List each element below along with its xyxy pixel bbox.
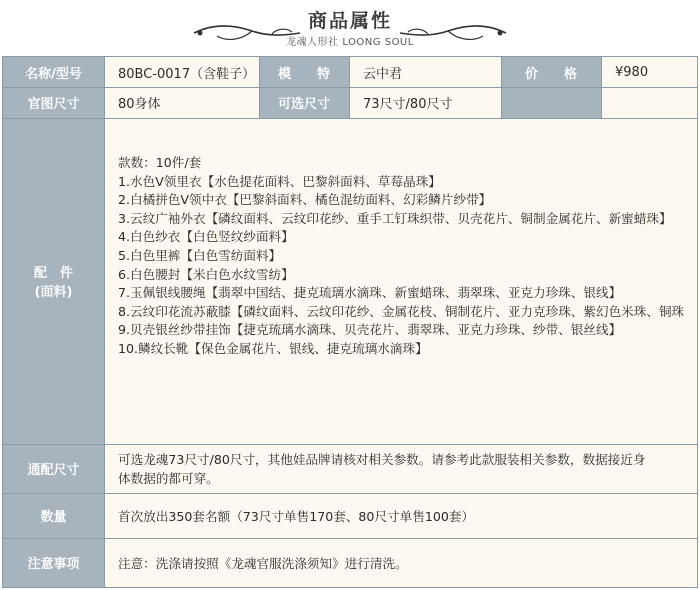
list-item: 7.玉佩银线腰绳【翡翠中国结、捷克琉璃水滴珠、新蜜蜡珠、翡翠珠、亚克力珍珠、银线】: [118, 285, 622, 301]
divider: [104, 57, 105, 587]
divider: [3, 538, 697, 539]
official-size-label: 官图尺寸: [3, 87, 104, 118]
divider: [3, 87, 697, 88]
notes-label: 注意事项: [3, 538, 104, 587]
quantity-label: 数量: [3, 493, 104, 538]
page-subtitle: 龙魂人形社 LOONG SOUL: [286, 37, 414, 48]
model-label: 模 特: [259, 57, 349, 87]
fit-size-value: [104, 444, 697, 493]
product-attributes-table: [2, 56, 698, 588]
list-item: 2.白橘拼色V领中衣【巴黎斜面料、橘色混纺面料、幻彩鳞片纱带】: [118, 192, 492, 208]
list-item: 4.白色纱衣【白色竖纹纱面料】: [118, 229, 294, 245]
list-item: 6.白色腰封【米白色水纹雪纺】: [118, 266, 294, 282]
price-label: 价 格: [501, 57, 601, 87]
notes-value: 注意：洗涤请按照《龙魂官服洗涤须知》进行清洗。: [104, 538, 697, 587]
page-title: 商品属性: [307, 10, 392, 32]
name-value: 80BC-0017（含鞋子）: [104, 57, 259, 87]
list-item: 1.水色V领里衣【水色提花面料、巴黎斜面料、草莓晶珠】: [118, 173, 441, 189]
model-value: 云中君: [349, 57, 501, 87]
parts-list: [104, 118, 697, 444]
parts-label: [3, 118, 104, 444]
divider: [501, 57, 502, 118]
right-ornament-icon: [398, 22, 508, 44]
header: [0, 0, 700, 58]
optional-size-value: 73尺寸/80尺寸: [349, 87, 501, 118]
name-label: 名称/型号: [3, 57, 104, 87]
empty-value-cell: [601, 87, 697, 118]
quantity-value: 首次放出350套名额（73尺寸单售170套、80尺寸单售100套）: [104, 493, 697, 538]
empty-cell: [501, 87, 601, 118]
fit-size-line2: 体数据的都可穿。: [118, 470, 219, 486]
divider: [601, 57, 602, 118]
divider: [349, 57, 350, 118]
list-item: 8.云纹印花流苏蔽膝【磷纹面料、云纹印花纱、金属花枝、铜制花片、亚力克珍珠、紫幻色米珠、铜珠: [118, 303, 685, 319]
fit-size-label: 通配尺寸: [3, 444, 104, 493]
list-item: 10.鳞纹长靴【保色金属花片、银线、捷克琉璃水滴珠】: [118, 340, 428, 356]
divider: [3, 118, 697, 119]
fit-size-line1: 可选龙魂73尺寸/80尺寸，其他娃品牌请核对相关参数。请参考此款服装相关参数，数据接近身: [118, 451, 646, 467]
parts-label-line1: 配 件: [33, 266, 73, 281]
list-item: 9.贝壳银丝纱带挂饰【捷克琉璃水滴珠、贝壳花片、翡翠珠、亚克力珍珠、纱带、银丝线】: [118, 322, 622, 338]
official-size-value: 80身体: [104, 87, 259, 118]
price-value: ¥980: [601, 57, 697, 87]
parts-label-line2: (面料): [34, 285, 73, 300]
parts-count: 款数：10件/套: [118, 155, 202, 170]
divider: [3, 493, 697, 494]
divider: [3, 444, 697, 445]
list-item: 3.云纹广袖外衣【磷纹面料、云纹印花纱、重手工钉珠织带、贝壳花片、铜制金属花片、新蜜蜡珠】: [118, 210, 672, 226]
divider: [259, 57, 260, 118]
optional-size-label: 可选尺寸: [259, 87, 349, 118]
list-item: 5.白色里裤【白色雪纺面料】: [118, 247, 282, 263]
